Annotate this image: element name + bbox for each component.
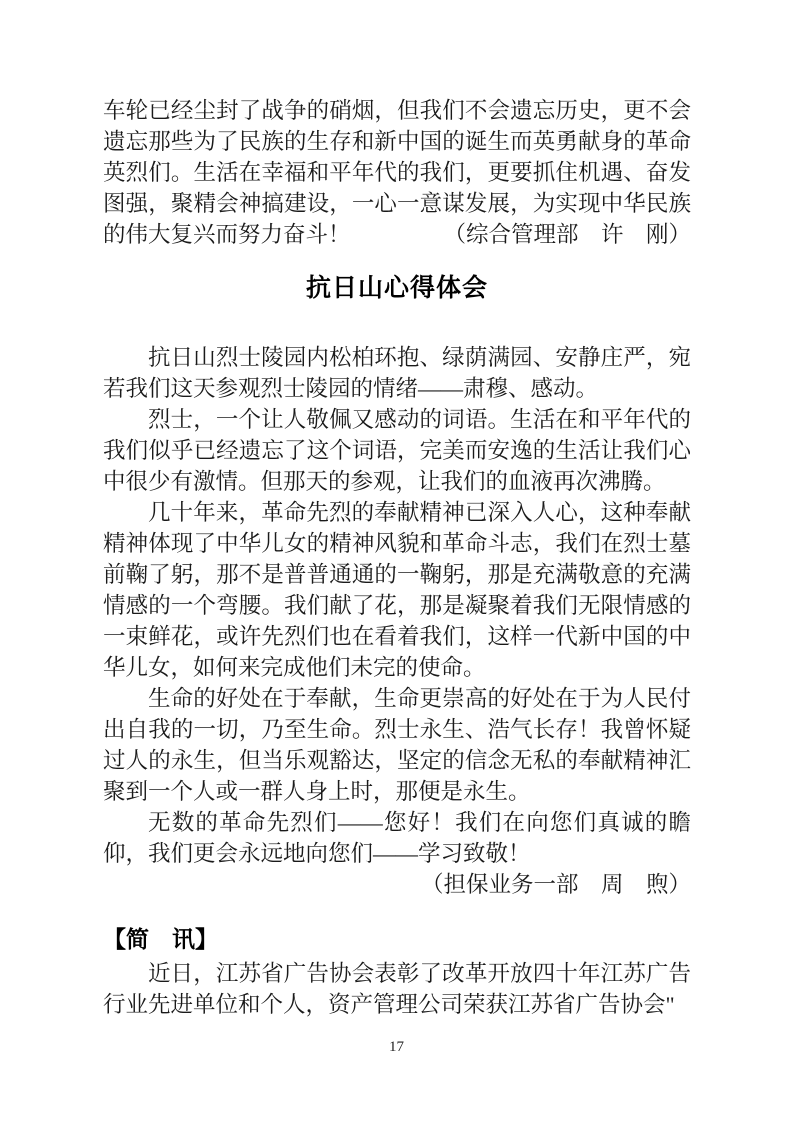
previous-article-body: 车轮已经尘封了战争的硝烟，但我们不会遗忘历史，更不会遗忘那些为了民族的生存和新中国的诞生而英勇献身的革命英烈们。生活在幸福和平年代的我们，更要抓住机遇、奋发图强，聚精会神搞建设，一心一意谋发展，为实现中华民族的伟大复兴而努力奋斗！	[103, 98, 691, 247]
article-paragraph-4: 生命的好处在于奉献，生命更崇高的好处在于为人民付出自我的一切，乃至生命。烈士永生、浩气长存！我曾怀疑过人的永生，但当乐观豁达，坚定的信念无私的奉献精神汇聚到一个人或一群人身上时，那便是永生。	[103, 686, 691, 804]
article-paragraph-5: 无数的革命先烈们——您好！我们在向您们真诚的瞻仰，我们更会永远地向您们——学习致敬！	[103, 810, 691, 866]
article-title: 抗日山心得体会	[305, 274, 488, 302]
previous-article-attribution: （综合管理部 许 刚）	[443, 222, 691, 247]
article-paragraph-2: 烈士，一个让人敬佩又感动的词语。生活在和平年代的我们似乎已经遗忘了这个词语，完美而安逸的生活让我们心中很少有激情。但那天的参观，让我们的血液再次沸腾。	[103, 407, 691, 494]
page-content	[103, 95, 691, 1020]
page-number: 17	[389, 1039, 404, 1055]
previous-article-ending	[103, 95, 691, 250]
briefs-section-header: 【简 讯】	[103, 926, 218, 952]
article-paragraph-3: 几十年来，革命先烈的奉献精神已深入人心，这种奉献精神体现了中华儿女的精神风貌和革命斗志，我们在烈士墓前鞠了躬，那不是普普通通的一鞠躬，那是充满敬意的充满情感的一个弯腰。我们献了花，那是凝聚着我们无限情感的一束鲜花，或许先烈们也在看着我们，这样一代新中国的中华儿女，如何来完成他们未完的使命。	[103, 500, 691, 680]
article-attribution: （担保业务一部 周 煦）	[420, 872, 691, 897]
briefs-paragraph: 近日，江苏省广告协会表彰了改革开放四十年江苏广告行业先进单位和个人，资产管理公司荣获江苏省广告协会"	[103, 961, 691, 1017]
article-paragraph-1: 抗日山烈士陵园内松柏环抱、绿荫满园、安静庄严，宛若我们这天参观烈士陵园的情绪——肃穆、感动。	[103, 345, 691, 401]
